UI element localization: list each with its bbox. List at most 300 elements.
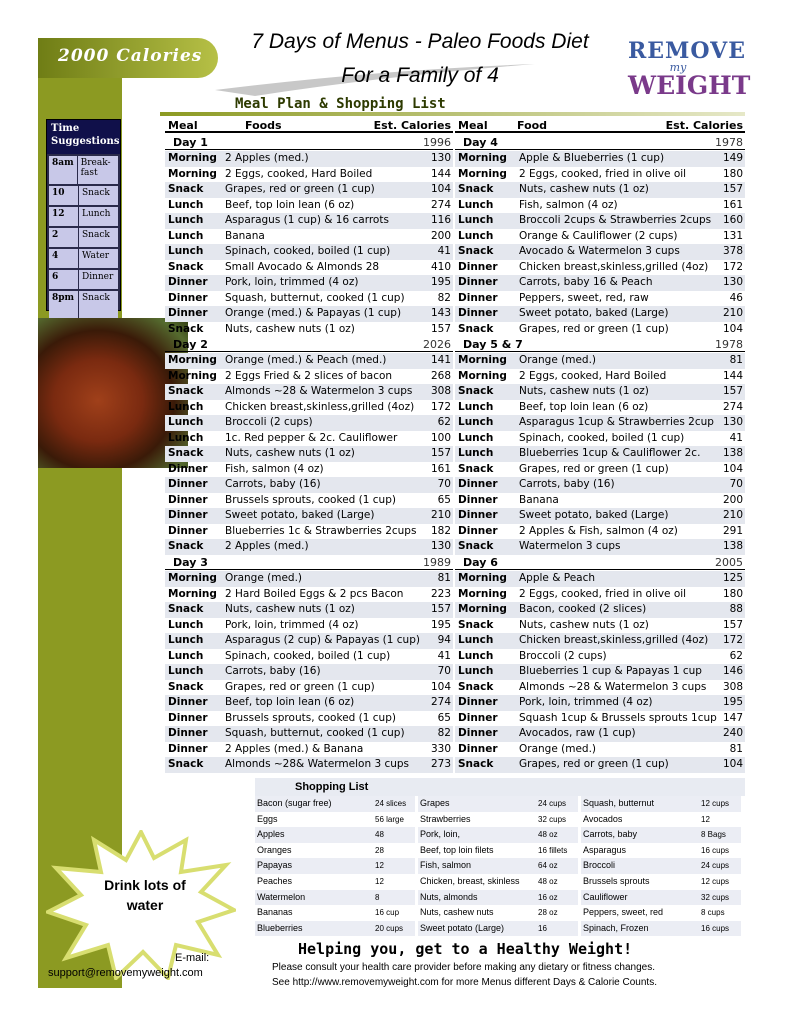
time-row [49,156,118,184]
meal-type: Morning [168,354,217,366]
page-title: 7 Days of Menus - Paleo Foods Diet [251,30,589,53]
meal-food: Avocado & Watermelon 3 cups [519,245,680,257]
meal-type: Morning [458,354,507,366]
meal-row [455,400,745,416]
meal-type: Dinner [168,711,208,724]
meal-row [165,508,453,524]
meal-type: Dinner [168,276,208,288]
meal-food: Squash 1cup & Brussels sprouts 1cup [519,711,717,724]
day-total: 1996 [423,136,451,149]
meal-calories: 291 [722,524,743,537]
meal-row [455,198,745,214]
shopping-item-name: Peaches [257,876,293,886]
shopping-item [255,905,415,921]
shopping-item-name: Nuts, almonds [420,891,478,902]
meal-type: Dinner [458,727,498,739]
col-cal: Est. Calories [665,119,743,132]
meal-type: Lunch [458,214,494,226]
shopping-item-name: Carrots, baby [583,829,638,840]
meal-calories: 172 [430,400,451,413]
meal-calories: 157 [722,618,743,631]
meal-type: Lunch [168,400,204,413]
shopping-item [418,874,578,890]
meal-calories: 130 [430,540,451,552]
meal-type: Morning [168,167,217,180]
meal-type: Lunch [458,431,494,444]
disclaimer-line2: See http://www.removemyweight.com for more Menus different Days & Calorie Counts. [272,977,657,988]
meal-calories: 41 [437,649,451,662]
meal-calories: 182 [430,524,451,537]
meal-row [455,477,745,493]
meal-row [165,182,453,198]
meal-calories: 161 [430,462,451,475]
shopping-item-name: Strawberries [420,813,471,824]
meal-type: Morning [168,152,217,164]
meal-food: Banana [225,229,265,242]
shopping-item-name: Sweet potato (Large) [420,922,505,933]
meal-row [165,260,453,276]
shopping-item-name: Bacon (sugar free) [257,798,332,808]
meal-food: Orange (med.) [519,354,597,366]
shopping-item-qty: 64 oz [538,861,558,871]
shopping-item [581,874,741,890]
meal-calories: 70 [729,478,743,490]
meal-food: Asparagus 1cup & Strawberries 2cup [519,416,714,428]
col-cal: Est. Calories [373,119,451,132]
meal-food: Sweet potato, baked (Large) [519,307,669,319]
meal-type: Lunch [168,634,204,646]
day-label: Day 6 [463,556,498,569]
day-header [455,337,745,352]
shopping-item [418,812,578,828]
meal-row [165,213,453,229]
meal-type: Snack [458,462,494,475]
meal-food: Orange (med.) [225,572,303,584]
shopping-item [581,921,741,937]
meal-row [165,244,453,260]
time-value: 2 [49,228,79,247]
meal-food: Carrots, baby (16) [225,478,321,490]
meal-calories: 100 [430,431,451,444]
meal-type: Lunch [168,416,204,428]
shopping-list-title: Shopping List [295,781,369,793]
meal-calories: 138 [722,540,743,552]
page-subtitle: For a Family of 4 [341,64,499,87]
meal-type: Morning [458,587,507,600]
shopping-item-qty: 28 oz [538,908,558,918]
shopping-item-qty: 48 oz [538,830,558,840]
meal-food: Blueberries 1c & Strawberries 2cups [225,524,417,537]
day-header [165,135,453,150]
meal-calories: 157 [430,322,451,335]
meal-food: 2 Eggs, cooked, fried in olive oil [519,587,687,600]
meal-calories: 62 [437,416,451,428]
meal-row [165,415,453,431]
shopping-item-name: Nuts, cashew nuts [420,907,494,918]
shopping-item-qty: 48 oz [538,877,558,886]
meal-food: 2 Hard Boiled Eggs & 2 pcs Bacon [225,587,404,600]
meal-type: Lunch [168,618,204,631]
shopping-item-qty: 48 [375,830,384,840]
meal-food: Beef, top loin lean (6 oz) [519,400,649,413]
meal-type: Snack [168,603,204,615]
meal-food: Broccoli (2 cups) [519,649,607,662]
time-activity: Lunch [82,209,111,219]
meal-type: Dinner [458,260,498,273]
meal-type: Morning [168,572,217,584]
meal-food: 2 Apples (med.) [225,152,309,164]
calorie-badge [38,38,218,78]
meal-type: Snack [458,183,494,195]
day-header [455,135,745,150]
meal-calories: 308 [722,680,743,693]
meal-calories: 330 [430,742,451,755]
meal-row [455,353,745,369]
meal-food: 2 Apples (med.) & Banana [225,742,364,755]
day-total: 1978 [715,136,743,149]
meal-food: 2 Eggs, cooked, Hard Boiled [225,167,373,180]
meal-type: Dinner [168,478,208,490]
remove-my-weight-logo [628,38,751,100]
meal-calories: 141 [430,354,451,366]
time-activity: Break-fast [80,158,111,178]
meal-row [165,664,453,680]
time-value: 12 [49,207,79,226]
meal-row [165,353,453,369]
shopping-item [418,905,578,921]
meal-row [165,384,453,400]
meal-calories: 274 [722,400,743,413]
shopping-item-qty: 8 Bags [701,830,726,840]
shopping-item-qty: 16 cups [701,923,730,933]
meal-type: Snack [168,183,204,195]
meal-type: Dinner [168,727,208,739]
meal-type: Dinner [458,276,498,288]
shopping-item [255,921,415,937]
meal-calories: 200 [430,229,451,242]
meal-calories: 104 [722,462,743,475]
meal-calories: 172 [722,260,743,273]
meal-type: Lunch [168,665,204,677]
meal-calories: 180 [722,167,743,180]
meal-type: Lunch [168,431,204,444]
meal-food: Nuts, cashew nuts (1 oz) [519,385,649,397]
meal-row [455,742,745,758]
meal-row [455,151,745,167]
meal-food: Orange (med.) & Papayas (1 cup) [225,307,402,319]
meal-row [455,757,745,773]
meal-type: Snack [458,540,494,552]
meal-calories: 125 [722,572,743,584]
meal-food: Orange & Cauliflower (2 cups) [519,229,678,242]
meal-row [455,446,745,462]
time-activity: Snack [82,230,110,240]
meal-food: Beef, top loin lean (6 oz) [225,696,355,708]
shopping-item-name: Watermelon [257,891,306,902]
meal-calories: 104 [722,322,743,335]
col-meal: Meal [168,119,198,132]
meal-row [455,260,745,276]
shopping-item-name: Fish, salmon [420,860,472,871]
logo-line3: WEIGHT [628,71,751,100]
shopping-item-name: Broccoli [583,860,616,871]
meal-food: 1c. Red pepper & 2c. Cauliflower [225,431,398,444]
meal-calories: 104 [722,758,743,770]
shopping-item [581,827,741,843]
meal-type: Dinner [168,524,208,537]
meal-food: 2 Apples & Fish, salmon (4 oz) [519,524,678,537]
meal-calories: 82 [437,727,451,739]
meal-type: Morning [458,369,507,382]
meal-calories: 172 [722,634,743,646]
meal-food: Grapes, red or green (1 cup) [519,758,669,770]
meal-row [165,695,453,711]
shopping-item [255,890,415,906]
meal-food: Carrots, baby (16) [519,478,615,490]
day-total: 1978 [715,338,743,351]
meal-food: Chicken breast,skinless,grilled (4oz) [519,260,709,273]
meal-type: Snack [168,385,204,397]
meal-type: Snack [458,618,494,631]
meal-calories: 308 [430,385,451,397]
meal-type: Dinner [168,307,208,319]
meal-food: Squash, butternut, cooked (1 cup) [225,727,405,739]
day-label: Day 3 [173,556,208,569]
meal-plan-heading: Meal Plan & Shopping List [235,96,446,112]
meal-food: Grapes, red or green (1 cup) [519,462,669,475]
time-suggestions-box [46,119,121,311]
meal-type: Snack [168,260,204,273]
shopping-item [581,890,741,906]
meal-row [455,369,745,385]
meal-food: Nuts, cashew nuts (1 oz) [225,603,355,615]
meal-row [455,431,745,447]
meal-row [455,571,745,587]
shopping-item-name: Brussels sprouts [583,876,650,886]
meal-type: Snack [458,680,494,693]
meal-row [165,198,453,214]
meal-row [165,477,453,493]
meal-type: Dinner [458,509,498,521]
day-label: Day 1 [173,136,208,149]
meal-calories: 104 [430,183,451,195]
col-foods: Foods [245,119,282,132]
day-header [165,337,453,352]
meal-calories: 41 [729,431,743,444]
meal-food: Pork, loin, trimmed (4 oz) [225,618,359,631]
meal-calories: 62 [729,649,743,662]
shopping-item-name: Chicken, breast, skinless [420,876,520,886]
day-total: 2005 [715,556,743,569]
meal-type: Dinner [168,493,208,506]
meal-food: Sweet potato, baked (Large) [519,509,669,521]
meal-calories: 130 [430,152,451,164]
meal-type: Snack [458,245,494,257]
meal-row [165,493,453,509]
meal-food: Nuts, cashew nuts (1 oz) [225,322,355,335]
shopping-item [418,827,578,843]
meal-food: Grapes, red or green (1 cup) [225,680,375,693]
day-total: 2026 [423,338,451,351]
shopping-item-qty: 16 [538,923,547,933]
meal-calories: 210 [430,509,451,521]
shopping-item [418,843,578,859]
meal-row [455,618,745,634]
meal-type: Morning [168,587,217,600]
shopping-item [418,858,578,874]
column-header-left [165,119,453,133]
meal-calories: 81 [729,354,743,366]
meal-type: Lunch [458,665,494,677]
meal-row [165,462,453,478]
meal-type: Dinner [458,696,498,708]
meal-calories: 157 [722,385,743,397]
meal-type: Dinner [458,742,498,755]
shopping-item-qty: 24 slices [375,799,407,808]
drink-water-text: Drink lots of water [104,877,186,913]
col-foods: Food [517,119,548,132]
meal-food: Asparagus (1 cup) & 16 carrots [225,214,389,226]
shopping-item-qty: 12 [375,877,384,886]
meal-row [455,322,745,338]
shopping-item [418,796,578,812]
meal-food: Beef, top loin lean (6 oz) [225,198,355,211]
meal-type: Lunch [458,229,494,242]
shopping-item [581,858,741,874]
meal-row [455,275,745,291]
meal-type: Morning [458,572,507,584]
email-link[interactable]: support@removemyweight.com [48,967,203,979]
helping-slogan: Helping you, get to a Healthy Weight! [298,940,633,958]
shopping-item [581,812,741,828]
meal-type: Dinner [168,462,208,475]
meal-calories: 116 [430,214,451,226]
shopping-item-name: Apples [257,829,285,840]
meal-calories: 180 [722,587,743,600]
day-total: 1989 [423,556,451,569]
meal-type: Snack [458,322,494,335]
time-row [49,270,118,289]
meal-food: Apple & Blueberries (1 cup) [519,152,665,164]
time-activity: Water [82,251,110,261]
meal-row [455,384,745,400]
shopping-item [255,812,415,828]
meal-food: 2 Eggs Fried & 2 slices of bacon [225,369,393,382]
meal-calories: 144 [430,167,451,180]
meal-calories: 149 [722,152,743,164]
meal-food: Carrots, baby (16) [225,665,321,677]
shopping-item-name: Oranges [257,844,292,855]
time-activity: Snack [82,188,110,198]
meal-type: Snack [168,447,204,459]
shopping-item-qty: 16 oz [538,892,558,902]
meal-type: Lunch [458,400,494,413]
meal-row [455,213,745,229]
shopping-item-qty: 16 cup [375,908,400,918]
meal-calories: 273 [430,758,451,770]
logo-line2: my [669,61,687,74]
shopping-item-name: Pork, loin, [420,829,461,840]
meal-calories: 131 [722,229,743,242]
shopping-item-qty: 12 cups [701,799,730,808]
meal-calories: 82 [437,291,451,304]
meal-row [455,167,745,183]
meal-row [165,322,453,338]
meal-calories: 70 [437,478,451,490]
meal-row [165,757,453,773]
meal-food: Spinach, cooked, boiled (1 cup) [225,245,391,257]
meal-type: Dinner [168,291,208,304]
time-suggestions-title: Time Suggestions [47,120,120,154]
meal-row [165,711,453,727]
meal-type: Snack [168,322,204,335]
meal-calories: 65 [437,493,451,506]
meal-row [455,726,745,742]
meal-row [455,664,745,680]
meal-calories: 160 [722,214,743,226]
meal-food: Grapes, red or green (1 cup) [225,183,375,195]
meal-row [455,602,745,618]
day-label: Day 5 & 7 [463,338,523,351]
meal-food: Fish, salmon (4 oz) [519,198,618,211]
column-header-right [455,119,745,133]
meal-calories: 210 [722,307,743,319]
shopping-item [581,796,741,812]
shopping-item [581,843,741,859]
meal-type: Lunch [168,229,204,242]
meal-calories: 200 [722,493,743,506]
disclaimer-line1: Please consult your health care provider before making any dietary or fitness changes. [272,962,655,973]
heading-underline [160,112,745,116]
day-header [165,555,453,570]
shopping-item-name: Eggs [257,813,278,824]
meal-calories: 157 [430,447,451,459]
meal-food: Apple & Peach [519,572,596,584]
meal-type: Dinner [458,307,498,319]
meal-food: Orange (med.) [519,742,597,755]
shopping-item-name: Squash, butternut [583,798,655,808]
time-row [49,207,118,226]
shopping-item [255,796,415,812]
meal-row [165,726,453,742]
shopping-item-name: Grapes [420,798,450,808]
meal-calories: 104 [430,680,451,693]
shopping-item-qty: 12 [701,814,710,824]
meal-food: Chicken breast,skinless,grilled (4oz) [519,634,709,646]
meal-type: Snack [458,385,494,397]
shopping-item-name: Spinach, Frozen [583,922,649,933]
meal-row [455,291,745,307]
meal-type: Lunch [458,416,494,428]
day-label: Day 2 [173,338,208,351]
meal-type: Dinner [458,711,498,724]
meal-row [455,306,745,322]
meal-row [455,244,745,260]
time-value: 8pm [49,291,79,319]
time-row [49,249,118,268]
meal-row [165,400,453,416]
shopping-item-name: Peppers, sweet, red [583,907,664,918]
time-value: 10 [49,186,79,205]
meal-calories: 65 [437,711,451,724]
meal-food: Pork, loin, trimmed (4 oz) [225,276,359,288]
meal-row [455,415,745,431]
shopping-item-qty: 56 large [375,814,404,824]
meal-row [165,291,453,307]
time-row [49,186,118,205]
meal-food: Sweet potato, baked (Large) [225,509,375,521]
meal-calories: 240 [722,727,743,739]
